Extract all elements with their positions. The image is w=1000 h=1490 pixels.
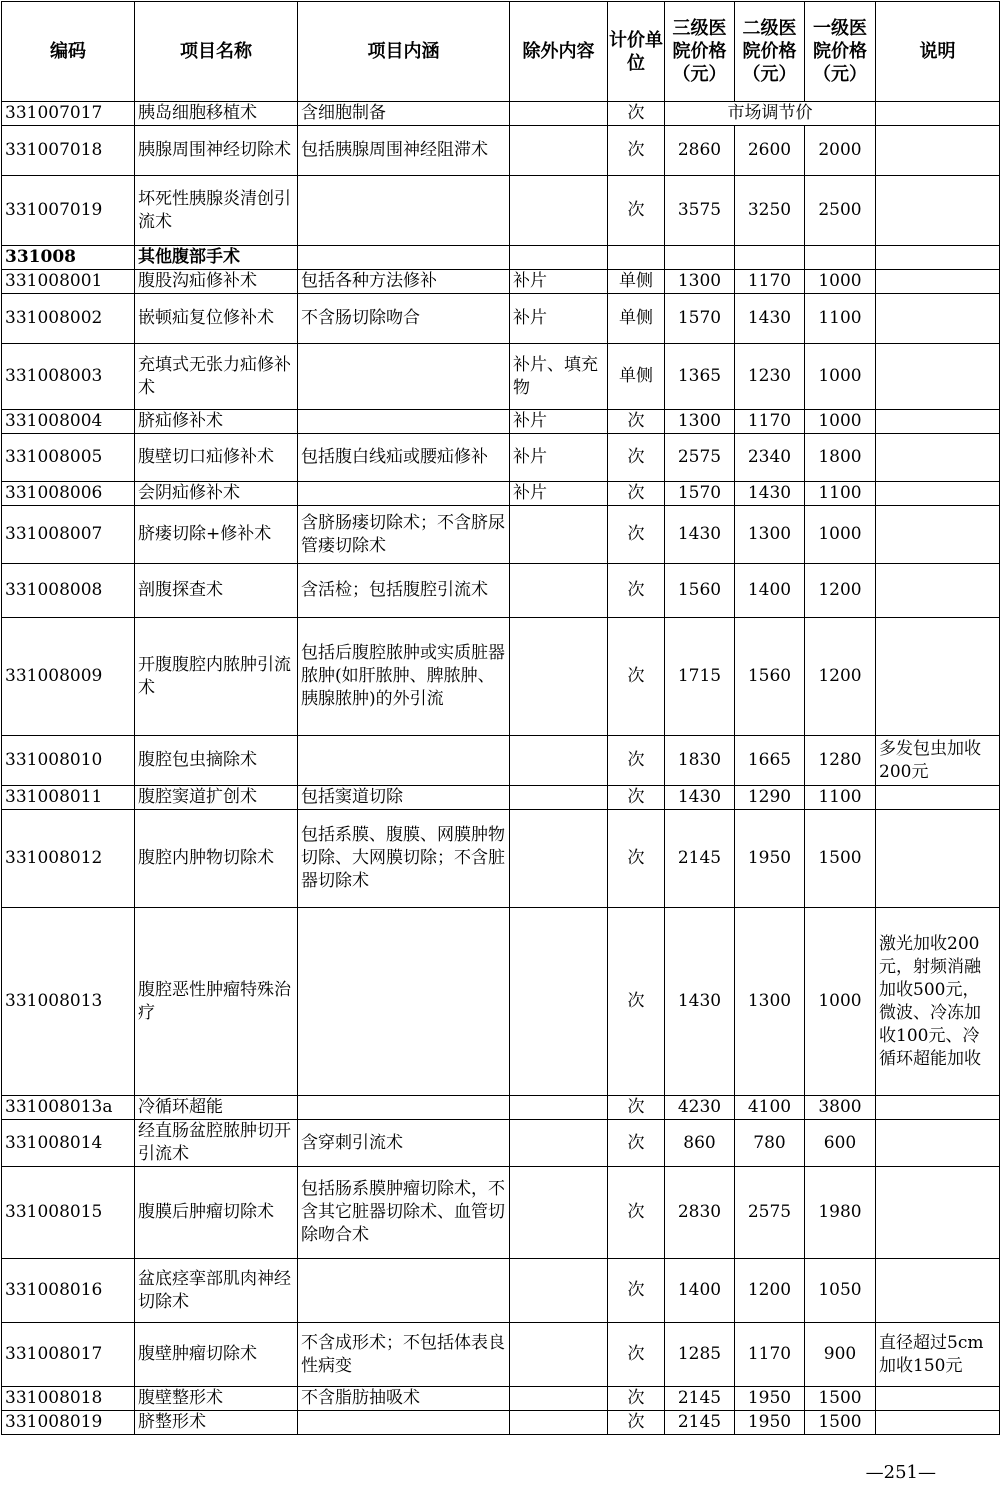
cell-unit: 次 <box>608 410 665 434</box>
cell-content: 包括窦道切除 <box>298 786 510 810</box>
cell-note <box>876 618 1000 736</box>
cell-price1: 1800 <box>805 434 876 482</box>
cell-code: 331008005 <box>2 434 135 482</box>
cell-price1: 1200 <box>805 564 876 618</box>
cell-price2: 1665 <box>735 736 805 786</box>
cell-unit: 次 <box>608 1167 665 1259</box>
cell-note <box>876 1259 1000 1323</box>
cell-note <box>876 126 1000 176</box>
cell-price2: 1430 <box>735 294 805 344</box>
cell-exclusion: 补片、填充物 <box>510 344 608 410</box>
cell-name: 经直肠盆腔脓肿切开引流术 <box>135 1120 298 1167</box>
cell-price1: 1500 <box>805 1387 876 1411</box>
cell-exclusion <box>510 506 608 564</box>
cell-price2: 1290 <box>735 786 805 810</box>
cell-code: 331008012 <box>2 810 135 908</box>
cell-content <box>298 176 510 246</box>
cell-content <box>298 410 510 434</box>
table-row <box>2 810 1000 908</box>
cell-code: 331008003 <box>2 344 135 410</box>
cell-price1: 1500 <box>805 1411 876 1435</box>
table-row <box>2 1323 1000 1387</box>
header-unit: 计价单位 <box>608 2 665 102</box>
cell-name: 盆底痉挛部肌肉神经切除术 <box>135 1259 298 1323</box>
cell-name: 脐瘘切除+修补术 <box>135 506 298 564</box>
cell-name: 坏死性胰腺炎清创引流术 <box>135 176 298 246</box>
cell-price1: 1100 <box>805 482 876 506</box>
table-row <box>2 176 1000 246</box>
cell-price3: 2145 <box>665 1387 735 1411</box>
cell-note <box>876 1167 1000 1259</box>
cell-content: 包括后腹腔脓肿或实质脏器脓肿(如肝脓肿、脾脓肿、胰腺脓肿)的外引流 <box>298 618 510 736</box>
cell-exclusion <box>510 618 608 736</box>
cell-price2: 1430 <box>735 482 805 506</box>
cell-price3: 1400 <box>665 1259 735 1323</box>
cell-price1: 1980 <box>805 1167 876 1259</box>
cell-price2: 780 <box>735 1120 805 1167</box>
cell-code: 331008014 <box>2 1120 135 1167</box>
cell-name: 冷循环超能 <box>135 1096 298 1120</box>
cell-name: 脐疝修补术 <box>135 410 298 434</box>
cell-code: 331008010 <box>2 736 135 786</box>
cell-code: 331008009 <box>2 618 135 736</box>
cell-name: 嵌顿疝复位修补术 <box>135 294 298 344</box>
cell-note <box>876 786 1000 810</box>
header-exclusion: 除外内容 <box>510 2 608 102</box>
cell-note: 直径超过5cm加收150元 <box>876 1323 1000 1387</box>
table-row <box>2 1167 1000 1259</box>
header-price1: 一级医院价格（元） <box>805 2 876 102</box>
cell-exclusion: 补片 <box>510 410 608 434</box>
cell-content: 不含成形术；不包括体表良性病变 <box>298 1323 510 1387</box>
cell-price3: 2860 <box>665 126 735 176</box>
header-code: 编码 <box>2 2 135 102</box>
cell-code: 331007017 <box>2 102 135 126</box>
cell-exclusion <box>510 736 608 786</box>
cell-content <box>298 1411 510 1435</box>
cell-unit: 单侧 <box>608 294 665 344</box>
table-row <box>2 1096 1000 1120</box>
cell-exclusion <box>510 102 608 126</box>
cell-name: 腹壁切口疝修补术 <box>135 434 298 482</box>
cell-price3: 3575 <box>665 176 735 246</box>
cell-price2: 1170 <box>735 270 805 294</box>
cell-exclusion <box>510 1167 608 1259</box>
cell-code: 331008001 <box>2 270 135 294</box>
table-row <box>2 736 1000 786</box>
cell-name: 腹腔恶性肿瘤特殊治疗 <box>135 908 298 1096</box>
cell-note <box>876 410 1000 434</box>
cell-price1: 1100 <box>805 786 876 810</box>
cell-price3: 4230 <box>665 1096 735 1120</box>
cell-note <box>876 1096 1000 1120</box>
table-row <box>2 126 1000 176</box>
cell-note <box>876 344 1000 410</box>
cell-exclusion <box>510 1323 608 1387</box>
cell-unit: 次 <box>608 482 665 506</box>
table-row <box>2 1259 1000 1323</box>
table-row <box>2 102 1000 126</box>
cell-code: 331008006 <box>2 482 135 506</box>
cell-name: 胰腺周围神经切除术 <box>135 126 298 176</box>
header-price3: 三级医院价格（元） <box>665 2 735 102</box>
cell-content: 不含肠切除吻合 <box>298 294 510 344</box>
header-note: 说明 <box>876 2 1000 102</box>
cell-exclusion <box>510 786 608 810</box>
cell-content: 包括腹白线疝或腰疝修补 <box>298 434 510 482</box>
cell-unit: 次 <box>608 434 665 482</box>
cell-exclusion <box>510 126 608 176</box>
cell-name: 剖腹探查术 <box>135 564 298 618</box>
cell-unit: 次 <box>608 908 665 1096</box>
cell-unit: 单侧 <box>608 270 665 294</box>
cell-empty <box>510 246 608 270</box>
cell-price1: 1000 <box>805 344 876 410</box>
cell-name: 腹腔包虫摘除术 <box>135 736 298 786</box>
cell-exclusion <box>510 176 608 246</box>
cell-content <box>298 344 510 410</box>
cell-unit: 次 <box>608 736 665 786</box>
table-row <box>2 786 1000 810</box>
cell-price2: 1560 <box>735 618 805 736</box>
cell-content <box>298 908 510 1096</box>
cell-note <box>876 294 1000 344</box>
cell-code: 331007019 <box>2 176 135 246</box>
cell-name: 脐整形术 <box>135 1411 298 1435</box>
cell-note <box>876 176 1000 246</box>
cell-price2: 2600 <box>735 126 805 176</box>
cell-exclusion <box>510 1411 608 1435</box>
cell-unit: 次 <box>608 1323 665 1387</box>
header-content: 项目内涵 <box>298 2 510 102</box>
cell-content <box>298 736 510 786</box>
cell-content: 不含脂肪抽吸术 <box>298 1387 510 1411</box>
cell-price3: 1300 <box>665 270 735 294</box>
cell-name: 会阴疝修补术 <box>135 482 298 506</box>
cell-name: 充填式无张力疝修补术 <box>135 344 298 410</box>
cell-price3: 1570 <box>665 294 735 344</box>
cell-exclusion <box>510 908 608 1096</box>
cell-price2: 4100 <box>735 1096 805 1120</box>
cell-price1: 1280 <box>805 736 876 786</box>
cell-unit: 次 <box>608 810 665 908</box>
table-row <box>2 344 1000 410</box>
cell-empty <box>298 246 510 270</box>
cell-content: 包括系膜、腹膜、网膜肿物切除、大网膜切除；不含脏器切除术 <box>298 810 510 908</box>
cell-exclusion: 补片 <box>510 294 608 344</box>
cell-price3: 2145 <box>665 810 735 908</box>
cell-price3: 2145 <box>665 1411 735 1435</box>
cell-price3: 860 <box>665 1120 735 1167</box>
cell-unit: 次 <box>608 786 665 810</box>
cell-note <box>876 1411 1000 1435</box>
cell-unit: 次 <box>608 1411 665 1435</box>
cell-content: 包括胰腺周围神经阻滞术 <box>298 126 510 176</box>
cell-price2: 2340 <box>735 434 805 482</box>
price-table <box>1 1 1000 1435</box>
cell-price2: 1400 <box>735 564 805 618</box>
cell-price2: 1200 <box>735 1259 805 1323</box>
cell-price3: 1570 <box>665 482 735 506</box>
cell-unit: 次 <box>608 1096 665 1120</box>
cell-note <box>876 102 1000 126</box>
cell-name: 腹壁整形术 <box>135 1387 298 1411</box>
cell-price1: 1500 <box>805 810 876 908</box>
cell-price3: 1715 <box>665 618 735 736</box>
cell-code: 331008011 <box>2 786 135 810</box>
page-number: —251— <box>865 1462 936 1483</box>
cell-price3: 1830 <box>665 736 735 786</box>
cell-price2: 1230 <box>735 344 805 410</box>
table-row <box>2 618 1000 736</box>
cell-note: 激光加收200元，射频消融加收500元，微波、冷冻加收100元、冷循环超能加收 <box>876 908 1000 1096</box>
cell-content: 含细胞制备 <box>298 102 510 126</box>
cell-name: 开腹腹腔内脓肿引流术 <box>135 618 298 736</box>
cell-content <box>298 1259 510 1323</box>
cell-price1: 1200 <box>805 618 876 736</box>
cell-content: 含脐肠瘘切除术；不含脐尿管瘘切除术 <box>298 506 510 564</box>
cell-unit: 次 <box>608 102 665 126</box>
cell-code: 331008015 <box>2 1167 135 1259</box>
cell-note <box>876 270 1000 294</box>
cell-name: 腹腔窦道扩创术 <box>135 786 298 810</box>
cell-price2: 1170 <box>735 410 805 434</box>
cell-price2: 1950 <box>735 1411 805 1435</box>
table-row <box>2 564 1000 618</box>
cell-note <box>876 482 1000 506</box>
table-row <box>2 506 1000 564</box>
cell-price1: 1100 <box>805 294 876 344</box>
cell-price1: 1000 <box>805 506 876 564</box>
cell-exclusion <box>510 564 608 618</box>
table-row <box>2 1387 1000 1411</box>
header-name: 项目名称 <box>135 2 298 102</box>
cell-price1: 1000 <box>805 410 876 434</box>
cell-price1: 2500 <box>805 176 876 246</box>
cell-note <box>876 810 1000 908</box>
table-row <box>2 410 1000 434</box>
cell-price3: 1430 <box>665 786 735 810</box>
cell-unit: 次 <box>608 564 665 618</box>
cell-content <box>298 1096 510 1120</box>
cell-price3: 1560 <box>665 564 735 618</box>
cell-content: 含活检；包括腹腔引流术 <box>298 564 510 618</box>
cell-code: 331008004 <box>2 410 135 434</box>
cell-name: 胰岛细胞移植术 <box>135 102 298 126</box>
cell-unit: 次 <box>608 1259 665 1323</box>
cell-price1: 3800 <box>805 1096 876 1120</box>
cell-price1: 1000 <box>805 908 876 1096</box>
cell-price2: 1300 <box>735 908 805 1096</box>
cell-price1: 600 <box>805 1120 876 1167</box>
table-body <box>2 102 1000 1435</box>
cell-exclusion <box>510 1387 608 1411</box>
table-row <box>2 908 1000 1096</box>
cell-note <box>876 434 1000 482</box>
table-row <box>2 482 1000 506</box>
cell-price2: 1950 <box>735 1387 805 1411</box>
cell-exclusion <box>510 1120 608 1167</box>
table-row <box>2 1411 1000 1435</box>
cell-price1: 1050 <box>805 1259 876 1323</box>
cell-price1: 2000 <box>805 126 876 176</box>
cell-code: 331008017 <box>2 1323 135 1387</box>
cell-content <box>298 482 510 506</box>
cell-price3: 1365 <box>665 344 735 410</box>
cell-code: 331008002 <box>2 294 135 344</box>
cell-name: 腹膜后肿瘤切除术 <box>135 1167 298 1259</box>
cell-note <box>876 1120 1000 1167</box>
cell-empty <box>805 246 876 270</box>
cell-note <box>876 506 1000 564</box>
cell-unit: 次 <box>608 126 665 176</box>
cell-name: 腹壁肿瘤切除术 <box>135 1323 298 1387</box>
cell-empty <box>876 246 1000 270</box>
cell-unit: 次 <box>608 506 665 564</box>
table-row <box>2 1120 1000 1167</box>
cell-exclusion <box>510 810 608 908</box>
cell-empty <box>735 246 805 270</box>
cell-price3: 1285 <box>665 1323 735 1387</box>
table-row <box>2 246 1000 270</box>
cell-unit: 次 <box>608 176 665 246</box>
cell-price3: 1430 <box>665 908 735 1096</box>
cell-price1: 1000 <box>805 270 876 294</box>
cell-code: 331008013 <box>2 908 135 1096</box>
cell-exclusion <box>510 1096 608 1120</box>
table-row <box>2 294 1000 344</box>
cell-price2: 2575 <box>735 1167 805 1259</box>
cell-empty <box>665 246 735 270</box>
cell-unit: 次 <box>608 1387 665 1411</box>
cell-unit: 次 <box>608 1120 665 1167</box>
cell-note: 多发包虫加收200元 <box>876 736 1000 786</box>
cell-code: 331008007 <box>2 506 135 564</box>
cell-unit: 单侧 <box>608 344 665 410</box>
cell-price3: 1300 <box>665 410 735 434</box>
cell-price2: 3250 <box>735 176 805 246</box>
cell-name: 腹股沟疝修补术 <box>135 270 298 294</box>
cell-name: 腹腔内肿物切除术 <box>135 810 298 908</box>
cell-price2: 1950 <box>735 810 805 908</box>
cell-note <box>876 564 1000 618</box>
table-row <box>2 270 1000 294</box>
cell-code: 331008016 <box>2 1259 135 1323</box>
cell-code: 331008013a <box>2 1096 135 1120</box>
cell-price3: 1430 <box>665 506 735 564</box>
cell-price-merged: 市场调节价 <box>665 102 876 126</box>
cell-content: 含穿刺引流术 <box>298 1120 510 1167</box>
cell-exclusion: 补片 <box>510 434 608 482</box>
cell-price3: 2575 <box>665 434 735 482</box>
header-price2: 二级医院价格（元） <box>735 2 805 102</box>
cell-name: 其他腹部手术 <box>135 246 298 270</box>
cell-code: 331008019 <box>2 1411 135 1435</box>
cell-price2: 1170 <box>735 1323 805 1387</box>
cell-price2: 1300 <box>735 506 805 564</box>
cell-code: 331008 <box>2 246 135 270</box>
cell-exclusion <box>510 1259 608 1323</box>
cell-unit: 次 <box>608 618 665 736</box>
cell-code: 331007018 <box>2 126 135 176</box>
cell-content: 包括肠系膜肿瘤切除术，不含其它脏器切除术、血管切除吻合术 <box>298 1167 510 1259</box>
cell-price1: 900 <box>805 1323 876 1387</box>
cell-code: 331008018 <box>2 1387 135 1411</box>
cell-code: 331008008 <box>2 564 135 618</box>
cell-exclusion: 补片 <box>510 482 608 506</box>
table-row <box>2 434 1000 482</box>
cell-empty <box>608 246 665 270</box>
cell-price3: 2830 <box>665 1167 735 1259</box>
header-row <box>2 2 1000 102</box>
cell-content: 包括各种方法修补 <box>298 270 510 294</box>
cell-note <box>876 1387 1000 1411</box>
cell-exclusion: 补片 <box>510 270 608 294</box>
